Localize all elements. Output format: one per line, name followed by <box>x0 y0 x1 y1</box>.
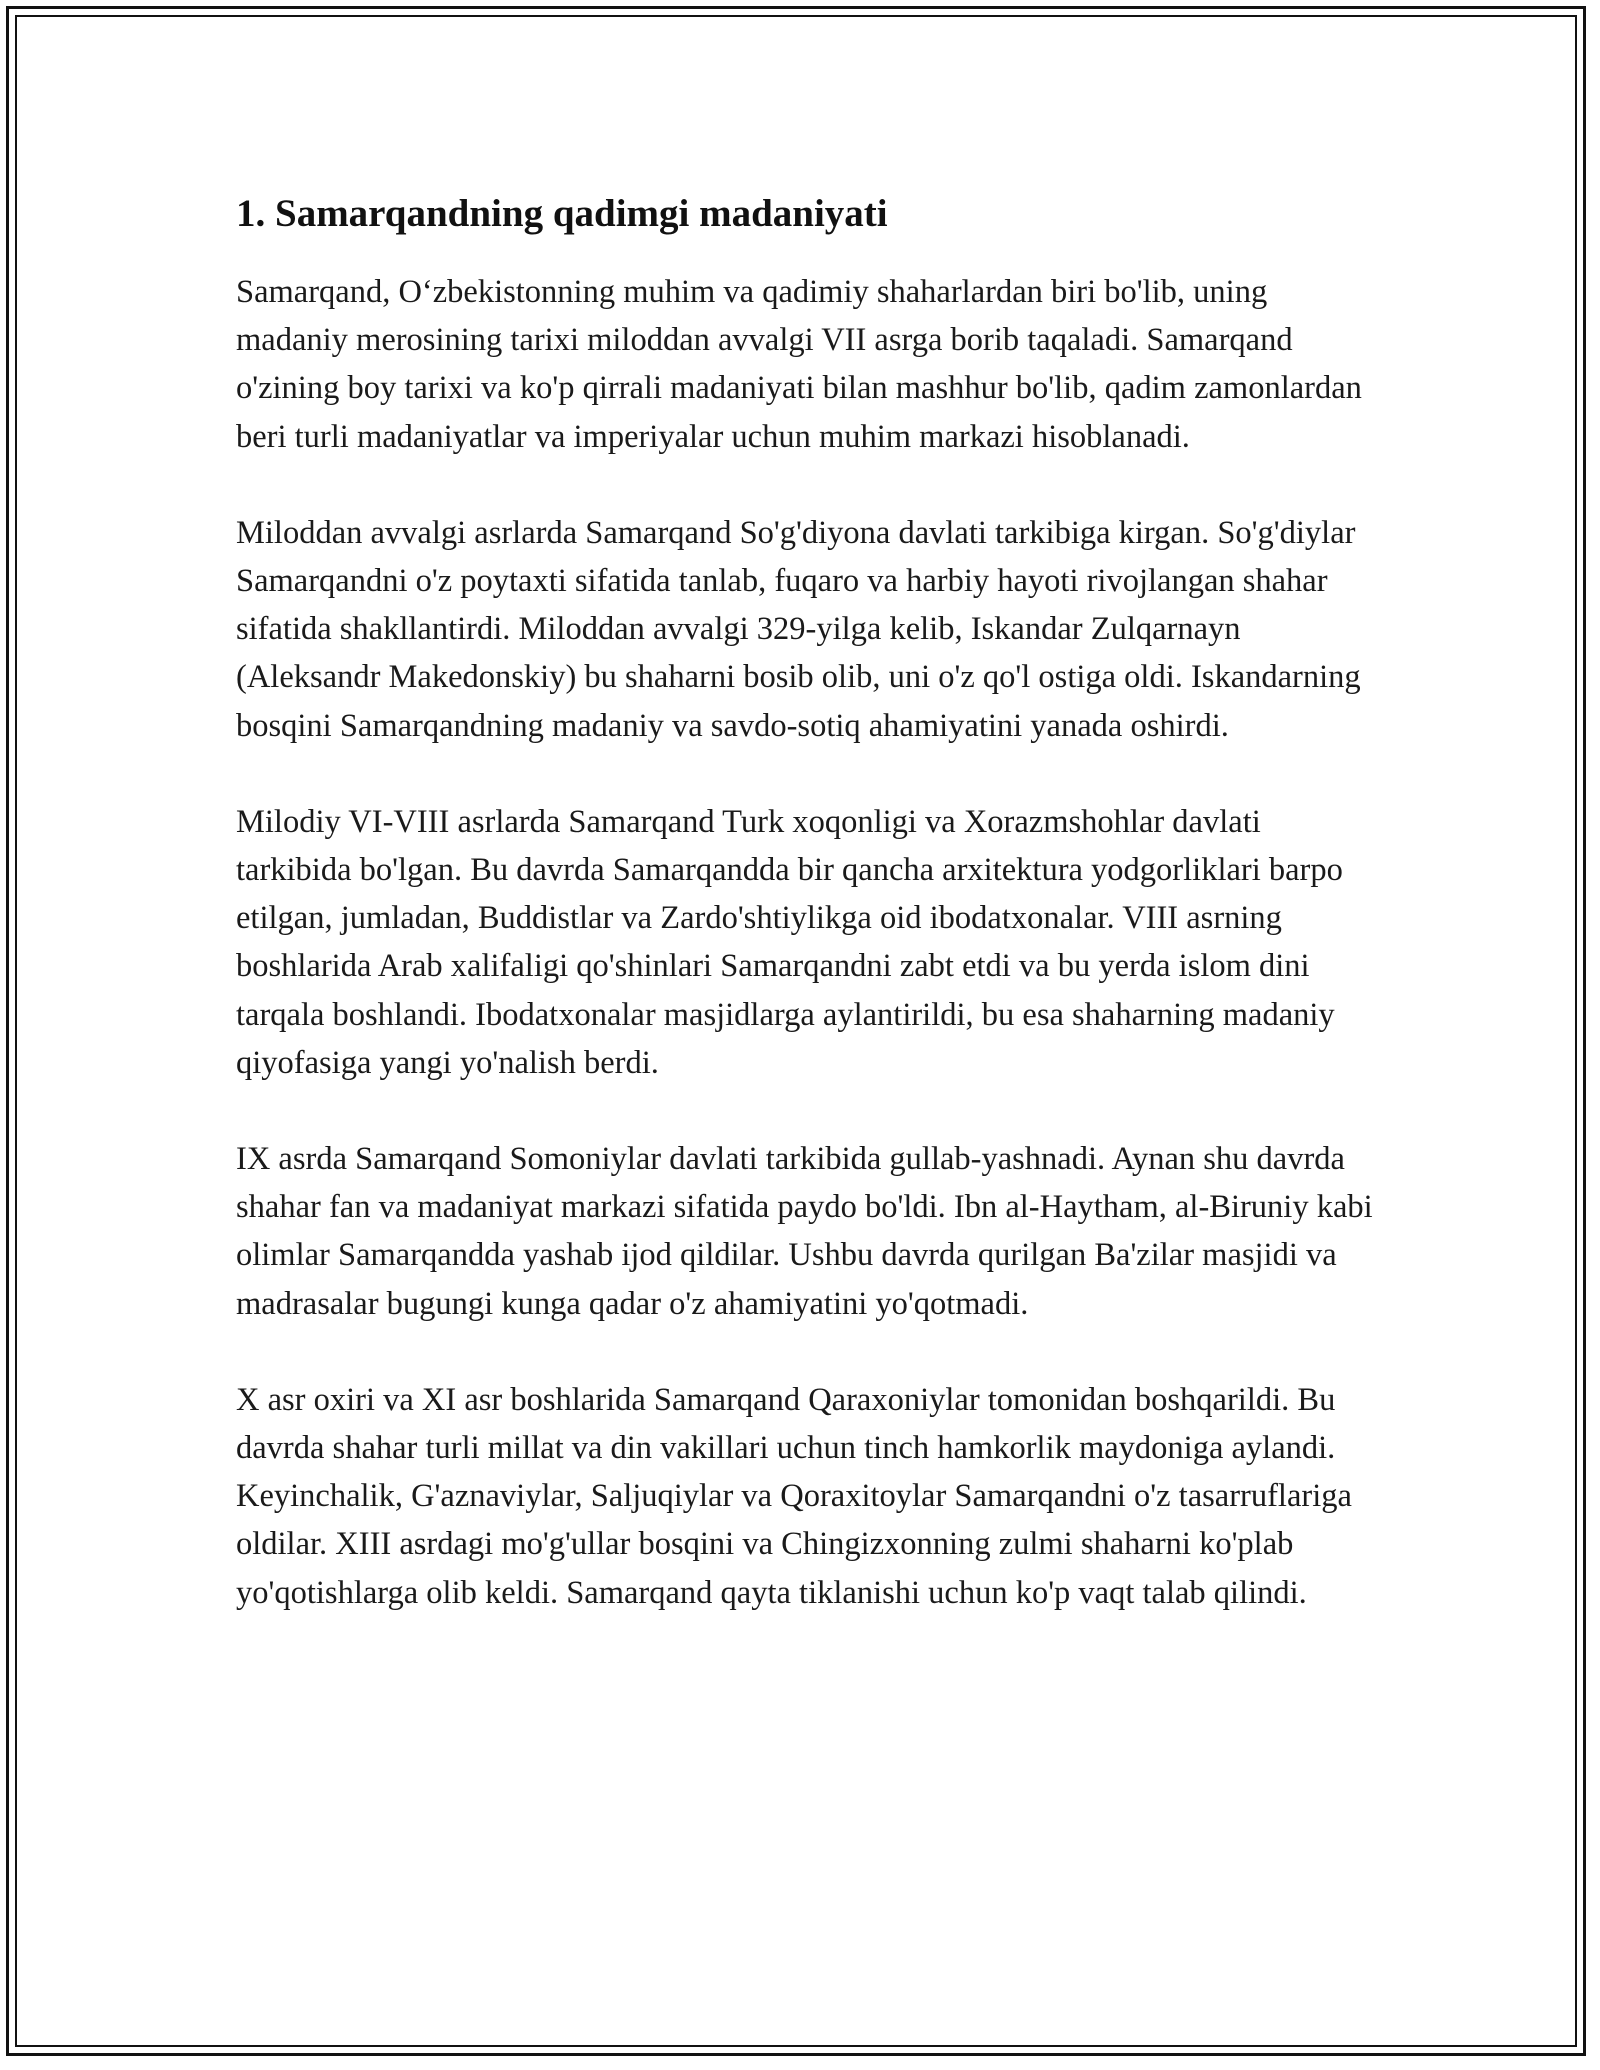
document-body <box>236 190 1376 1665</box>
paragraph-5: X asr oxiri va XI asr boshlarida Samarqand Qaraxoniylar tomonidan boshqarildi. Bu davrda shahar turli millat va din vakillari uchun tinch hamkorlik maydoniga aylandi. Keyinchalik, G'aznaviylar, Saljuqiylar va Qoraxitoylar Samarqandni o'z tasarruflariga oldilar. XIII asrdagi mo'g'ullar bosqini va Chingizxonning zulmi shaharni ko'plab yo'qotishlarga olib keldi. Samarqand qayta tiklanishi uchun ko'p vaqt talab qilindi. <box>236 1381 1352 1611</box>
paragraph-1: Samarqand, O‘zbekistonning muhim va qadimiy shaharlardan biri bo'lib, uning madaniy merosining tarixi miloddan avvalgi VII asrga borib taqaladi. Samarqand o'zining boy tarixi va ko'p qirrali madaniyati bilan mashhur bo'lib, qadim zamonlardan beri turli madaniyatlar va imperiyalar uchun muhim markazi hisoblanadi. <box>236 274 1362 455</box>
section-heading: 1. Samarqandning qadimgi madaniyati <box>236 192 888 235</box>
paragraph-3: Milodiy VI-VIII asrlarda Samarqand Turk xoqonligi va Xorazmshohlar davlati tarkibida bo'lgan. Bu davrda Samarqandda bir qancha arxitektura yodgorliklari barpo etilgan, jumladan, Buddistlar va Zardo'shtiylikga oid ibodatxonalar. VIII asrning boshlarida Arab xalifaligi qo'shinlari Samarqandni zabt etdi va bu yerda islom dini tarqala boshlandi. Ibodatxonalar masjidlarga aylantirildi, bu esa shaharning madaniy qiyofasiga yangi yo'nalish berdi. <box>236 803 1343 1081</box>
paragraph-4: IX asrda Samarqand Somoniylar davlati tarkibida gullab-yashnadi. Aynan shu davrda shahar fan va madaniyat markazi sifatida paydo bo'ldi. Ibn al-Haytham, al-Biruniy kabi olimlar Samarqandda yashab ijod qildilar. Ushbu davrda qurilgan Ba'zilar masjidi va madrasalar bugungi kunga qadar o'z ahamiyatini yo'qotmadi. <box>236 1141 1373 1322</box>
paragraph-2: Miloddan avvalgi asrlarda Samarqand So'g'diyona davlati tarkibiga kirgan. So'g'diylar Samarqandni o'z poytaxti sifatida tanlab, fuqaro va harbiy hayoti rivojlangan shahar sifatida shakllantirdi. Miloddan avvalgi 329-yilga kelib, Iskandar Zulqarnayn (Aleksandr Makedonskiy) bu shaharni bosib olib, uni o'z qo'l ostiga oldi. Iskandarning bosqini Samarqandning madaniy va savdo-sotiq ahamiyatini yanada oshirdi. <box>236 514 1361 744</box>
